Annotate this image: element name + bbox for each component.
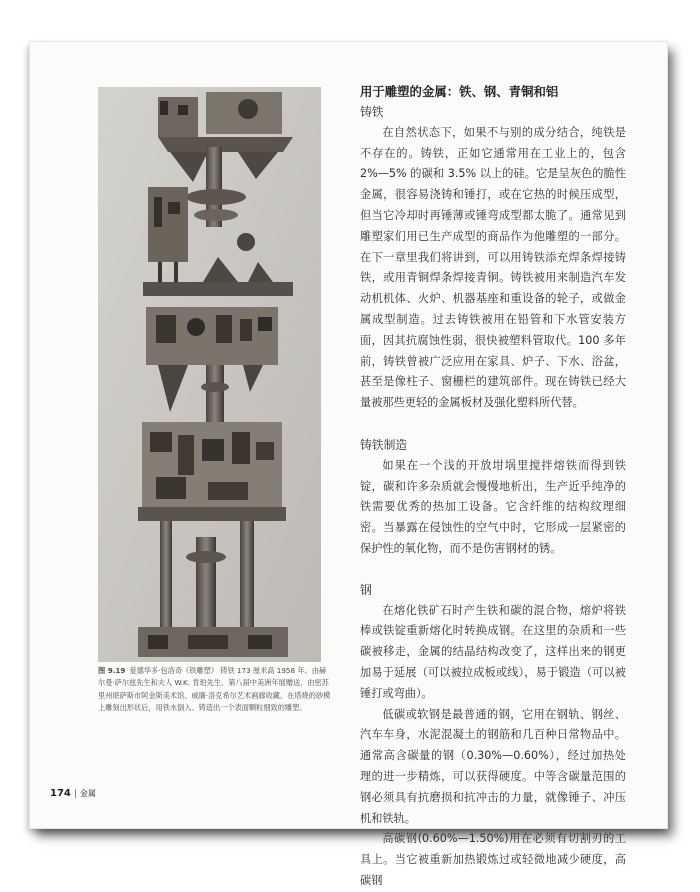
paragraph: 在熔化铁矿石时产生铁和碳的混合物，熔炉将铁棒或铁锭重新熔化时转换成钢。在这里的杂质和一些碳被移走，金属的结晶结构改变了，这样出来的钢更加易于延展（可以被拉成板或线），易于锻造（可以被锤打或弯曲）。	[360, 603, 626, 700]
article-column	[360, 82, 626, 892]
sculpture-photo	[98, 87, 321, 662]
figure-caption	[98, 665, 333, 715]
paragraph: 在自然状态下，如果不与别的成分结合，纯铁是不存在的。铸铁，正如它通常用在工业上的，包含 2%—5% 的碳和 3.5% 以上的硅。它是呈灰色的脆性金属，很容易浇铸和锤打，或在它热的时候压成型，但当它冷却时再锤薄或锤弯成型都太脆了。通常见到雕塑家们用已生产成型的商品作为他雕塑的一部分。在下一章里我们将讲到，可以用铸铁添充焊条焊接铸铁，或用青铜焊条焊接青铜。铸铁被用来制造汽车发动机机体、火炉、机器基座和重设备的轮子，或做金属成型制造。过去铸铁被用在铅管和下水管安装方面，因其抗腐蚀性弱，很快被塑料管取代。100 多年前，铸铁曾被广泛应用在家具、炉子、下水、浴盆，甚至是像柱子、窗栅栏的建筑部件。现在铸铁已经大量被那些更轻的金属板材及强化塑料所代替。	[360, 125, 626, 410]
footer-section: 金属	[79, 789, 96, 798]
article-title: 用于雕塑的金属：铁、钢、青铜和铝	[360, 84, 559, 99]
book-page	[30, 42, 667, 887]
paragraph: 如果在一个浅的开放坩埚里搅拌熔铁而得到铁锭，碳和许多杂质就会慢慢地析出，生产近乎纯净的铁需要优秀的热加工设备。它含纤维的结构纹理细密。当暴露在侵蚀性的空气中时，它形成一层紧密的保护性的氧化物，而不是伤害钢材的锈。	[360, 458, 626, 555]
footer-separator: |	[73, 789, 77, 799]
section-heading-steel: 钢	[360, 582, 372, 597]
paragraph: 低碳或软钢是最普通的钢，它用在钢轨、钢丝、汽车车身，水泥混凝土的钢筋和几百种日常物品中。通常高含碳量的钢（0.30%—0.60%），经过加热处理的进一步精炼，可以获得硬度。中等含碳量范围的钢必须具有抗磨损和抗冲击的力量，就像锤子、冲压机和铁轨。	[360, 707, 626, 825]
page-footer	[50, 788, 96, 799]
paragraph: 高碳钢(0.60%—1.50%)用在必须有切割刃的工具上。当它被重新加热锻炼过或轻微地减少硬度，高碳钢	[360, 832, 626, 887]
section-heading-cast-iron: 铸铁	[360, 105, 384, 119]
figure-label: 图 9.19	[98, 666, 126, 675]
figure-caption-text: 爱德华多·包洛奇《铁雕塑》 铸铁 173 厘米高 1958 年。由赫尔曼·萨尔兹先生和夫人 W.K. 肯珀先生、第八届中美洲年展赠送，由密苏里州堪萨斯市阿金斯美术馆、威廉·洛克希尔艺术画廊收藏。在塔烧的砂模上雕刻出形状后，用铁水倒入、铸造出一个表面颗粒细致的雕塑。	[98, 666, 331, 713]
page-number: 174	[50, 788, 71, 799]
section-heading-wrought-iron: 铸铁制造	[360, 437, 408, 452]
